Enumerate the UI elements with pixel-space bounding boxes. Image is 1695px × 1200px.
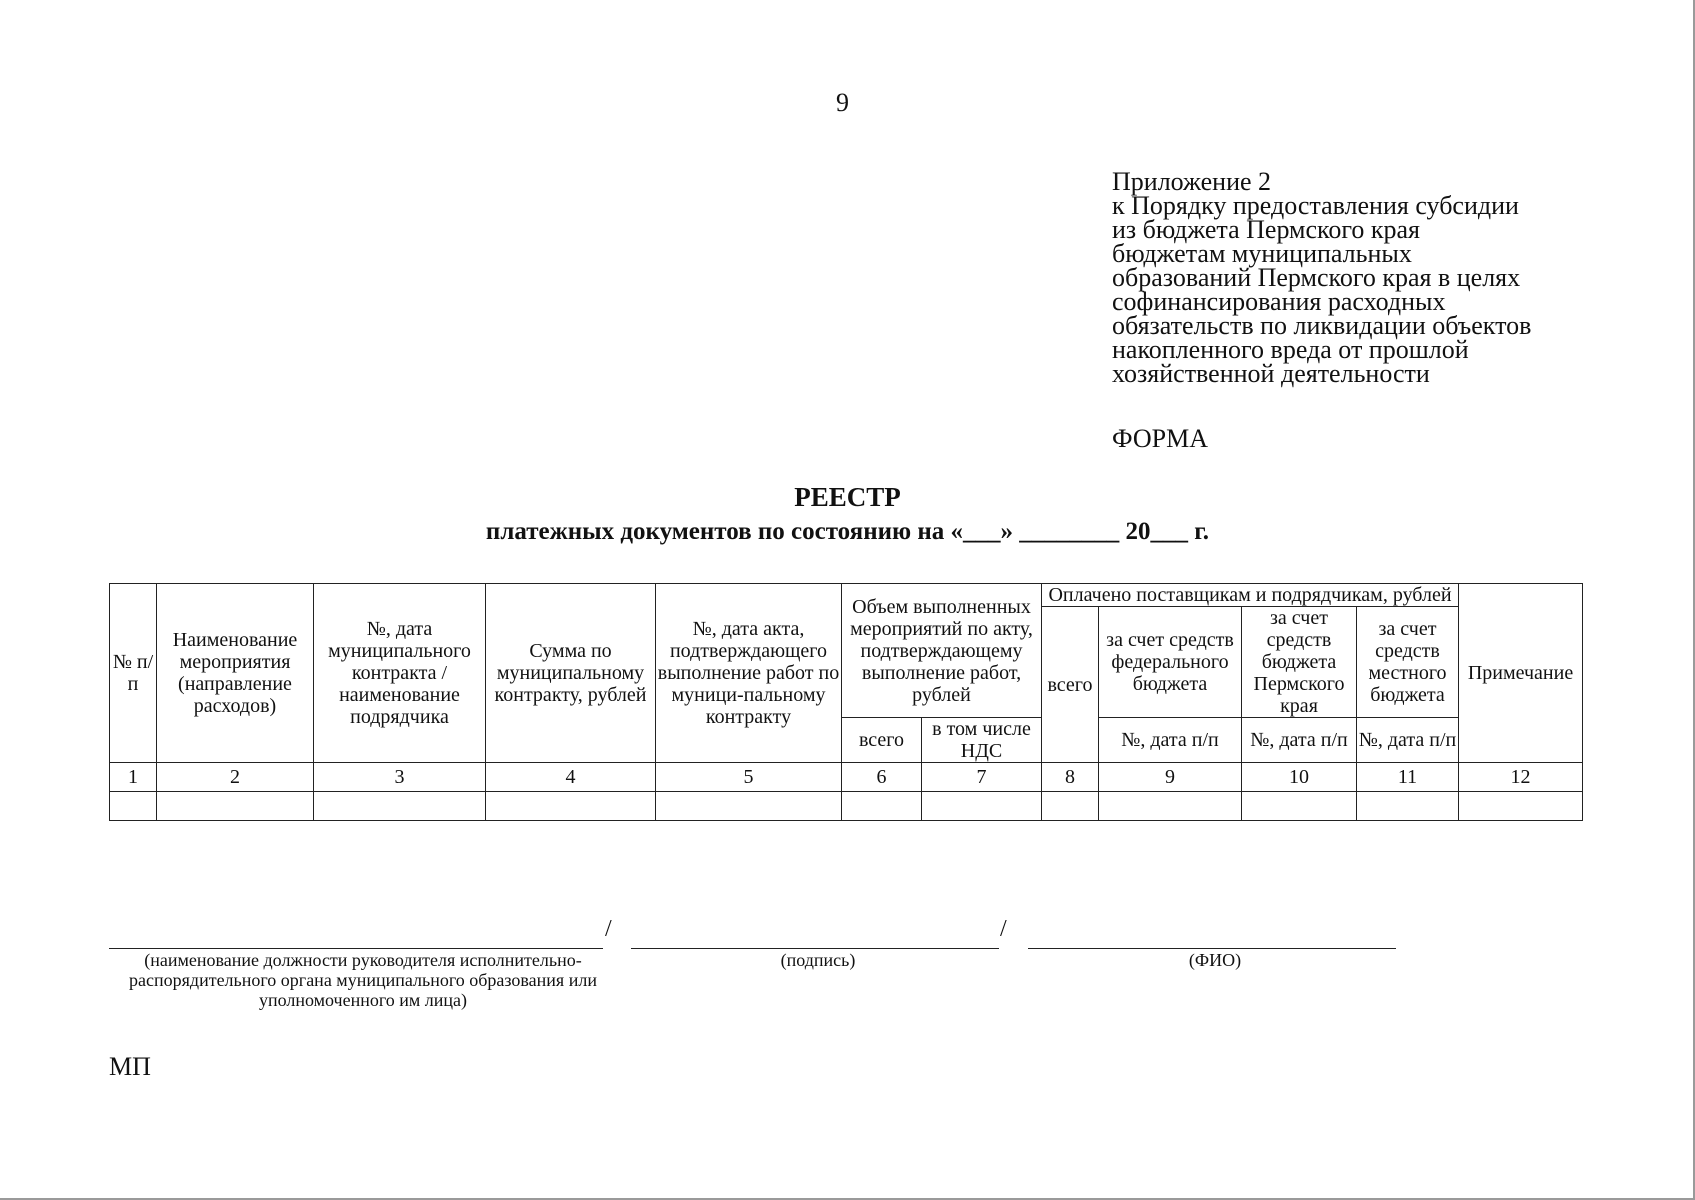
header-contract: №, дата муниципального контракта / наименование подрядчика xyxy=(314,584,486,763)
header-volume: Объем выполненных мероприятий по акту, подтверждающему выполнение работ, рублей xyxy=(842,584,1042,718)
header-federal: за счет средств федерального бюджета xyxy=(1099,607,1242,718)
appendix-line: обязательств по ликвидации объектов xyxy=(1112,311,1532,340)
appendix-block xyxy=(1112,167,1612,388)
empty-cell xyxy=(314,792,486,821)
column-number: 2 xyxy=(157,763,314,792)
appendix-line: к Порядку предоставления субсидии xyxy=(1112,191,1519,220)
fio-caption: (ФИО) xyxy=(1188,950,1242,970)
header-regional-doc: №, дата п/п xyxy=(1242,718,1357,763)
table-row xyxy=(110,792,1583,821)
column-number: 12 xyxy=(1459,763,1583,792)
position-signature-line xyxy=(109,948,603,949)
appendix-line: бюджетам муниципальных xyxy=(1112,239,1412,268)
signature-separator: / xyxy=(605,916,612,942)
header-paid-total: всего xyxy=(1042,607,1099,763)
column-number: 7 xyxy=(922,763,1042,792)
empty-cell xyxy=(842,792,922,821)
empty-cell xyxy=(1099,792,1242,821)
column-number-row xyxy=(110,763,1583,792)
header-num: № п/п xyxy=(110,584,157,763)
column-number: 5 xyxy=(656,763,842,792)
column-number: 6 xyxy=(842,763,922,792)
stamp-label: МП xyxy=(109,1052,151,1081)
signature-caption: (подпись) xyxy=(780,950,856,970)
header-local-doc: №, дата п/п xyxy=(1357,718,1459,763)
header-local: за счет средств местного бюджета xyxy=(1357,607,1459,718)
column-number: 3 xyxy=(314,763,486,792)
empty-cell xyxy=(1357,792,1459,821)
page-number: 9 xyxy=(836,88,849,117)
column-number: 9 xyxy=(1099,763,1242,792)
header-volume-total: всего xyxy=(842,718,922,763)
empty-cell xyxy=(157,792,314,821)
header-volume-vat: в том числе НДС xyxy=(922,718,1042,763)
position-caption: (наименование должности руководителя исполнительно-распорядительного органа муниципального образования или уполномоченного им лица) xyxy=(129,950,597,1010)
empty-cell xyxy=(1042,792,1099,821)
document-subtitle: платежных документов по состоянию на «___» ________ 20___ г. xyxy=(485,518,1210,545)
empty-cell xyxy=(656,792,842,821)
signature-line xyxy=(631,948,999,949)
column-number: 4 xyxy=(486,763,656,792)
appendix-line: хозяйственной деятельности xyxy=(1112,359,1430,388)
document-title: РЕЕСТР xyxy=(794,482,901,512)
column-number: 10 xyxy=(1242,763,1357,792)
appendix-line: из бюджета Пермского края xyxy=(1112,215,1421,244)
column-number: 1 xyxy=(110,763,157,792)
signature-separator: / xyxy=(1000,916,1007,942)
appendix-line: софинансирования расходных xyxy=(1112,287,1446,316)
empty-cell xyxy=(486,792,656,821)
form-label: ФОРМА xyxy=(1112,424,1208,453)
column-number: 8 xyxy=(1042,763,1099,792)
header-federal-doc: №, дата п/п xyxy=(1099,718,1242,763)
appendix-line: накопленного вреда от прошлой xyxy=(1112,335,1469,364)
empty-cell xyxy=(922,792,1042,821)
registry-table xyxy=(109,583,1583,821)
header-contract-sum: Сумма по муниципальному контракту, рублей xyxy=(486,584,656,763)
header-act: №, дата акта, подтверждающего выполнение работ по муници-пальному контракту xyxy=(656,584,842,763)
appendix-line: Приложение 2 xyxy=(1112,167,1272,196)
empty-cell xyxy=(1242,792,1357,821)
header-note: Примечание xyxy=(1459,584,1583,763)
column-number: 11 xyxy=(1357,763,1459,792)
fio-signature-line xyxy=(1028,948,1396,949)
empty-cell xyxy=(110,792,157,821)
header-regional: за счет средств бюджета Пермского края xyxy=(1242,607,1357,718)
empty-cell xyxy=(1459,792,1583,821)
header-event-name: Наименование мероприятия (направление расходов) xyxy=(157,584,314,763)
appendix-line: образований Пермского края в целях xyxy=(1112,263,1521,292)
header-paid: Оплачено поставщикам и подрядчикам, рублей xyxy=(1042,584,1459,607)
